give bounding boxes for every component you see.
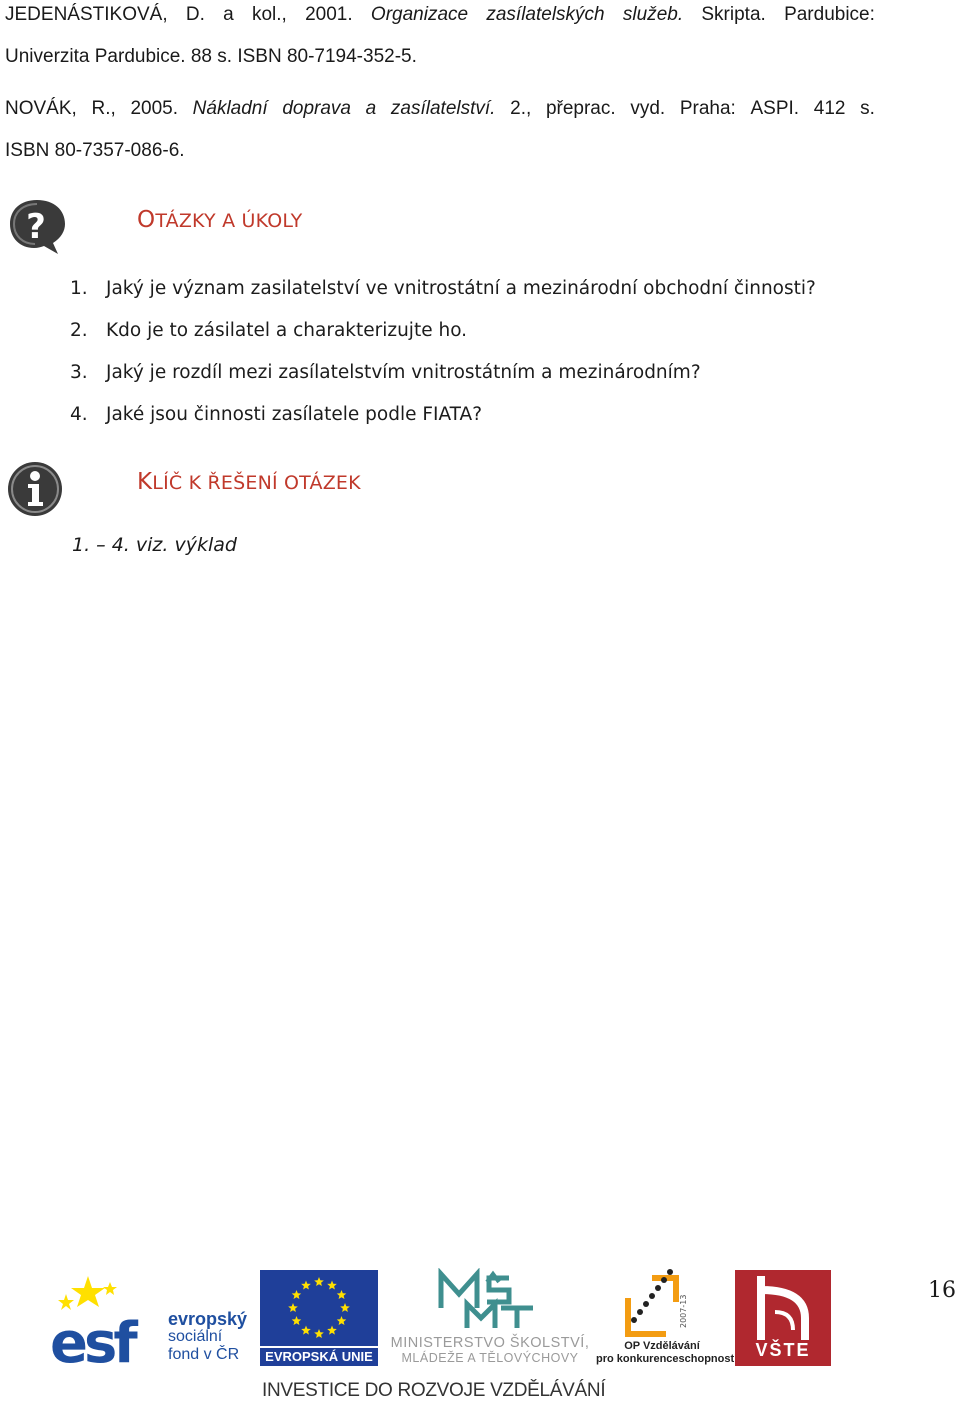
answer-text: 1. – 4. viz. výklad	[72, 534, 237, 556]
key-heading	[137, 469, 361, 495]
question-speech-bubble-icon	[6, 196, 68, 263]
vste-label: VŠTE	[755, 1340, 811, 1360]
svg-text:?: ?	[26, 207, 46, 247]
ref-word: Pardubice:	[784, 4, 875, 25]
question-text: Jaký je význam zasilatelství ve vnitrostátní a mezinárodní obchodní činnosti?	[106, 278, 816, 299]
ref-title-word: zasílatelských	[486, 4, 605, 25]
esf-line: evropský	[168, 1309, 248, 1329]
list-item	[70, 310, 816, 352]
ref-word: 412	[813, 98, 846, 119]
question-number: 4.	[70, 404, 88, 425]
reference-line	[5, 0, 875, 36]
list-item	[70, 268, 816, 310]
vste-logo	[735, 1270, 831, 1366]
heading-initial: K	[137, 469, 153, 495]
list-item	[70, 394, 816, 436]
esf-logo	[50, 1270, 250, 1370]
ref-word: 2.,	[510, 98, 532, 119]
op-line: pro konkurenceschopnost	[596, 1353, 735, 1365]
ref-word: přeprac.	[545, 98, 616, 119]
svg-text:esf: esf	[50, 1311, 134, 1366]
msmt-logo	[385, 1268, 595, 1368]
op-seal-text: 2007-13	[679, 1294, 688, 1328]
ref-word: ASPI.	[750, 98, 800, 119]
op-line: OP Vzdělávání	[624, 1340, 700, 1352]
question-text: Jaké jsou činnosti zasílatele podle FIATA?	[106, 404, 483, 425]
ref-publisher: Univerzita Pardubice. 88 s. ISBN 80-7194-352-5.	[5, 46, 417, 67]
heading-rest: TÁZKY A ÚKOLY	[155, 210, 303, 232]
ref-word: Praha:	[679, 98, 736, 119]
questions-list	[70, 268, 816, 436]
ref-title-word: Organizace	[370, 4, 469, 25]
ref-title-word: a	[365, 98, 377, 119]
question-number: 1.	[70, 278, 88, 299]
esf-line: fond v ČR	[168, 1346, 240, 1363]
eu-flag-logo	[260, 1270, 378, 1366]
ref-word: kol.,	[251, 4, 287, 25]
question-number: 2.	[70, 320, 88, 341]
reference-line	[5, 36, 875, 78]
ref-title-word: doprava	[282, 98, 351, 119]
msmt-line: MINISTERSTVO ŠKOLSTVÍ,	[390, 1335, 590, 1351]
ref-isbn: ISBN 80-7357-086-6.	[5, 140, 185, 161]
ref-word: a	[223, 4, 234, 25]
page-number: 16	[928, 1278, 956, 1303]
ref-title-word: Nákladní	[192, 98, 268, 119]
eu-label: EVROPSKÁ UNIE	[260, 1348, 378, 1366]
heading-rest: LÍČ K ŘEŠENÍ OTÁZEK	[152, 472, 361, 494]
reference-novak	[5, 88, 875, 172]
footer-tagline: INVESTICE DO ROZVOJE VZDĚLÁVÁNÍ	[262, 1380, 606, 1401]
ref-word: R.,	[91, 98, 116, 119]
ref-word: 2001.	[305, 4, 353, 25]
reference-line	[5, 130, 875, 172]
ref-word: NOVÁK,	[5, 98, 77, 119]
op-vzdelavani-logo	[596, 1268, 735, 1368]
ref-title-word: zasílatelství.	[390, 98, 496, 119]
heading-initial: O	[137, 207, 156, 233]
info-icon	[6, 460, 64, 523]
reference-jedenastikova	[5, 0, 875, 78]
reference-line	[5, 88, 875, 130]
question-text: Kdo je to zásilatel a charakterizujte ho.	[106, 320, 468, 341]
ref-word: D.	[185, 4, 205, 25]
ref-word: 2005.	[130, 98, 178, 119]
esf-line: sociální	[168, 1328, 223, 1345]
ref-word: JEDENÁSTIKOVÁ,	[5, 4, 168, 25]
ref-title-word: služeb.	[622, 4, 684, 25]
ref-word: Skripta.	[701, 4, 766, 25]
question-number: 3.	[70, 362, 88, 383]
ref-word: vyd.	[630, 98, 666, 119]
msmt-line: MLÁDEŽE A TĚLOVÝCHOVY	[401, 1351, 579, 1365]
ref-word: s.	[860, 98, 875, 119]
list-item	[70, 352, 816, 394]
questions-heading	[137, 207, 302, 233]
question-text: Jaký je rozdíl mezi zasílatelstvím vnitrostátním a mezinárodním?	[106, 362, 701, 383]
